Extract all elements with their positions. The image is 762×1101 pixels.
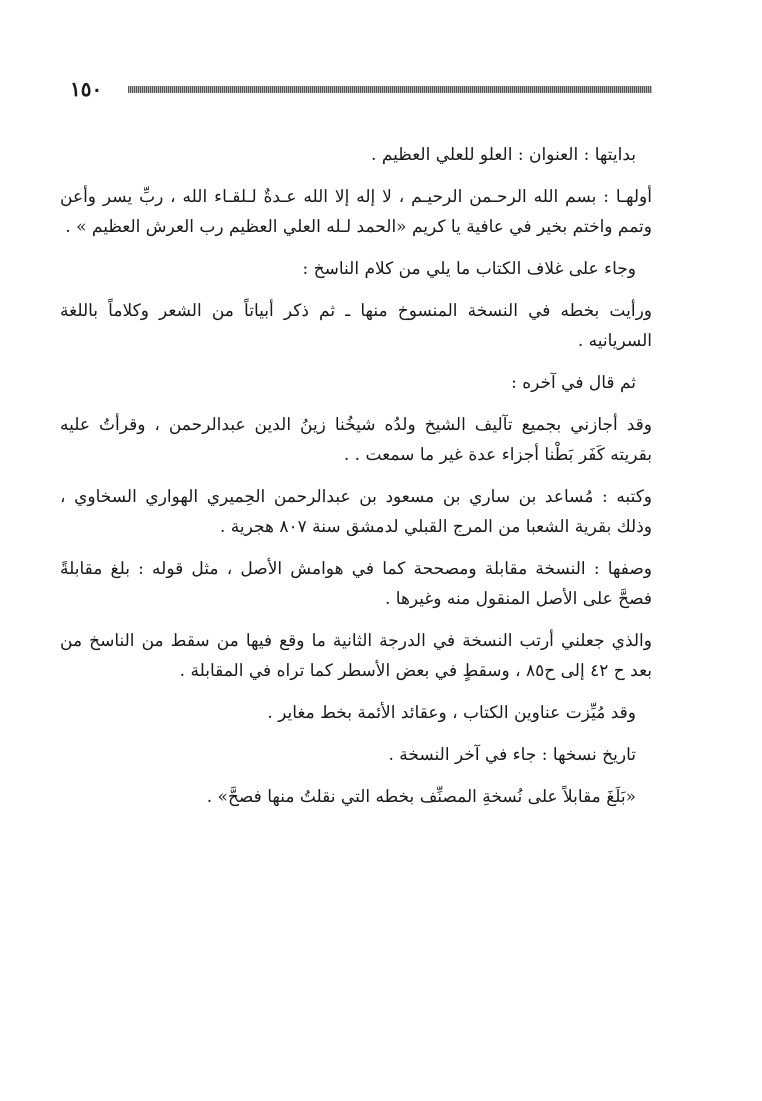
paragraph-start: بدايتها : العنوان : العلو للعلي العظيم . bbox=[371, 145, 636, 165]
header-rule bbox=[128, 86, 652, 93]
paragraph-cover-note: وجاء على غلاف الكتاب ما يلي من كلام الناسخ : bbox=[302, 259, 636, 279]
paragraph-quote: «بَلَغَ مقابلاً على نُسخةِ المصنِّف بخطه التي نقلتُ منها فصحَّ» . bbox=[206, 787, 636, 807]
paragraph-copy-source: ورأيت بخطه في النسخة المنسوخ منها ـ ثم ذكر أبياتاً من الشعر وكلاماً باللغة السريانيه . bbox=[60, 301, 652, 351]
body-text bbox=[60, 140, 652, 824]
paragraph-copy-date: تاريخ نسخها : جاء في آخر النسخة . bbox=[388, 745, 636, 765]
paragraph-ijaza: وقد أجازني بجميع تآليف الشيخ ولدُه شيخُنا زينُ الدين عبدالرحمن ، وقرأتُ عليه بقريته كَفَر بَطْنا أجزاء عدة غير ما سمعت . . bbox=[60, 415, 652, 465]
paragraph-description: وصفها : النسخة مقابلة ومصححة كما في هوامش الأصل ، مثل قوله : بلغ مقابلةً فصحَّ على الأصل المنقول منه وغيرها . bbox=[60, 559, 652, 609]
paragraph-opening: أولهـا : بسم الله الرحـمن الرحيـم ، لا إله إلا الله عـدةٌ لـلقـاء الله ، ربِّ يسر وأعن وتمم واختم بخير في عافية يا كريم «الحمد لـله العلي العظيم رب العرش العظيم » . bbox=[60, 187, 652, 237]
paragraph-ranking-reason: والذي جعلني أرتب النسخة في الدرجة الثانية ما وقع فيها من سقط من الناسخ من بعد ح ٤٢ إلى ح٨٥ ، وسقطٍ في بعض الأسطر كما تراه في المقابلة . bbox=[60, 631, 652, 681]
paragraph-then-said: ثم قال في آخره : bbox=[511, 373, 636, 393]
paragraph-copyist: وكتبه : مُساعد بن ساري بن مسعود بن عبدالرحمن الحِميري الهواري السخاوي ، وذلك بقرية الشعبا من المرج القبلي لدمشق سنة ٨٠٧ هجرية . bbox=[60, 487, 652, 537]
page-number: ١٥٠ bbox=[70, 77, 103, 101]
page-header bbox=[70, 77, 652, 101]
paragraph-headings: وقد مُيِّزت عناوين الكتاب ، وعقائد الأئمة بخط مغاير . bbox=[267, 703, 636, 723]
